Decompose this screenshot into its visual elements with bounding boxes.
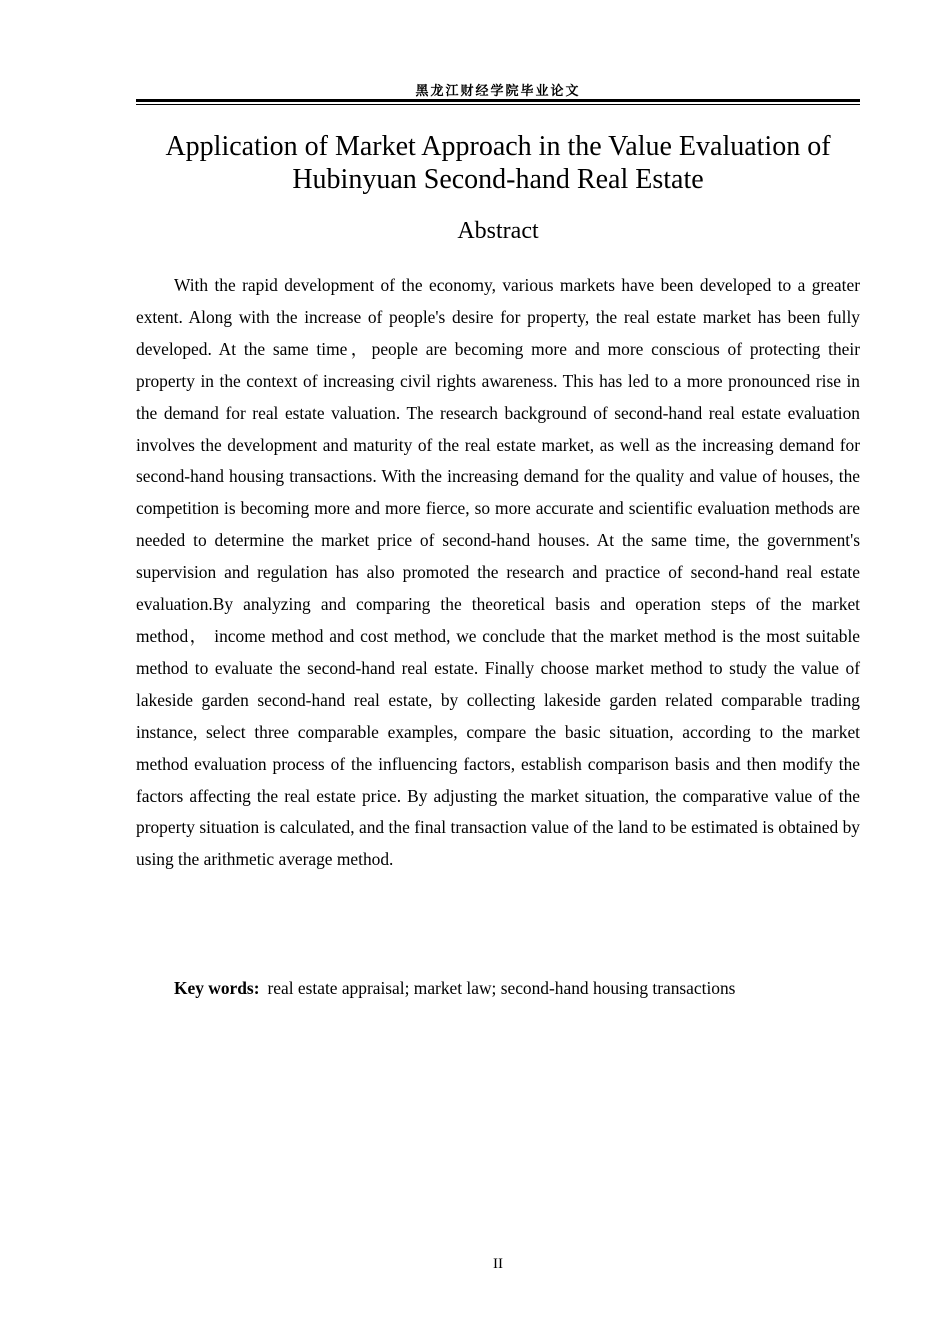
header-rule-thick [136, 99, 860, 102]
keywords-line [174, 972, 860, 1004]
keywords-text: real estate appraisal; market law; second-hand housing transactions [267, 978, 736, 998]
page-number: II [493, 1256, 503, 1272]
paper-title-line-2: Hubinyuan Second-hand Real Estate [292, 164, 704, 195]
paper-title [136, 130, 860, 196]
abstract-heading: Abstract [457, 218, 539, 244]
keywords-label: Key words: [174, 978, 260, 998]
running-header: 黑龙江财经学院毕业论文 [415, 84, 581, 99]
paper-title-line-1: Application of Market Approach in the Value Evaluation of [165, 131, 831, 162]
abstract-body: With the rapid development of the economy, various markets have been developed to a greater extent. Along with the increase of people's desire for property, the real estate market has been fully developed. At the same time，people are becoming more and more conscious of protecting their property in the context of increasing civil rights awareness. This has led to a more pronounced rise in the demand for real estate valuation. The research background of second-hand real estate evaluation involves the development and maturity of the real estate market, as well as the increasing demand for second-hand housing transactions. With the increasing demand for the quality and value of houses, the competition is becoming more and more fierce, so more accurate and scientific evaluation methods are needed to determine the market price of second-hand houses. At the same time, the government's supervision and regulation has also promoted the research and practice of second-hand real estate evaluation.By analyzing and comparing the theoretical basis and operation steps of the market method， income method and cost method, we conclude that the market method is the most suitable method to evaluate the second-hand real estate. Finally choose market method to study the value of lakeside garden second-hand real estate, by collecting lakeside garden related comparable trading instance, select three comparable examples, compare the basic situation, according to the market method evaluation process of the influencing factors, establish comparison basis and then modify the factors affecting the real estate price. By adjusting the market situation, the comparative value of the property situation is calculated, and the final transaction value of the land to be estimated is obtained by using the arithmetic average method. [136, 275, 860, 870]
header-rule-thin [136, 104, 860, 105]
